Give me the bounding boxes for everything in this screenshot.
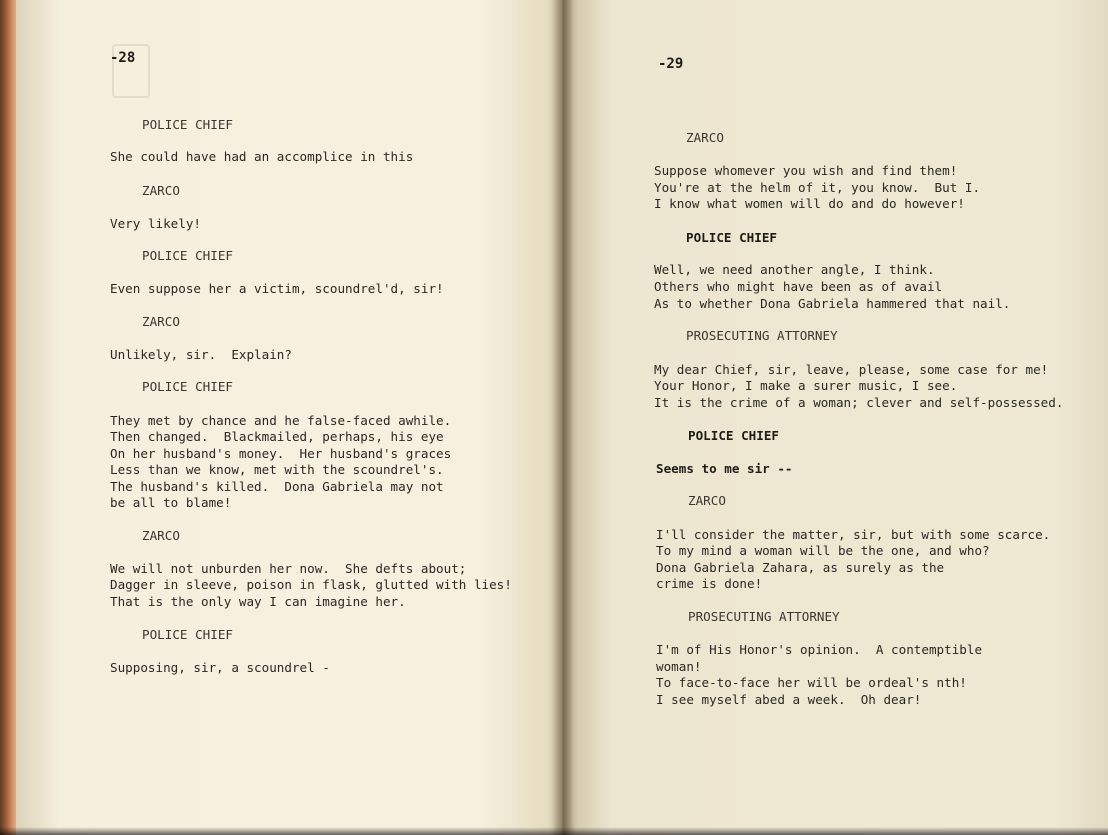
- dialogue-line: That is the only way I can imagine her.: [110, 594, 406, 609]
- speaker-name: POLICE CHIEF: [142, 248, 233, 263]
- speaker-name: ZARCO: [142, 314, 180, 329]
- script-text: [16, 0, 564, 675]
- left-page: [16, 0, 564, 835]
- dialogue-line: To face-to-face her will be ordeal's nth!: [656, 675, 967, 690]
- dialogue-line: Suppose whomever you wish and find them!: [654, 163, 958, 178]
- dialogue-line: My dear Chief, sir, leave, please, some case for me!: [654, 362, 1049, 377]
- dialogue-line: Well, we need another angle, I think.: [654, 262, 935, 277]
- speaker-name: ZARCO: [142, 528, 180, 543]
- dialogue-line: I see myself abed a week. Oh dear!: [656, 692, 922, 707]
- dialogue-line: Dagger in sleeve, poison in flask, glutted with lies!: [110, 577, 512, 592]
- dialogue-line: To my mind a woman will be the one, and who?: [656, 543, 990, 558]
- dialogue-line: Very likely!: [110, 216, 201, 231]
- page-number: -28: [110, 50, 136, 66]
- book-gutter: [552, 0, 574, 835]
- dialogue-line: She could have had an accomplice in this: [110, 149, 414, 164]
- speaker-name: POLICE CHIEF: [142, 379, 233, 394]
- dialogue-line: As to whether Dona Gabriela hammered that nail.: [654, 296, 1011, 311]
- dialogue-line: Supposing, sir, a scoundrel -: [110, 660, 330, 675]
- dialogue-line: You're at the helm of it, you know. But I.: [654, 180, 981, 195]
- speaker-name: ZARCO: [142, 183, 180, 198]
- dialogue-line: I'm of His Honor's opinion. A contemptible: [656, 642, 983, 657]
- speaker-name: POLICE CHIEF: [686, 230, 777, 245]
- dialogue-line: woman!: [656, 659, 702, 674]
- dialogue-line: Then changed. Blackmailed, perhaps, his eye: [110, 429, 444, 444]
- speaker-name: POLICE CHIEF: [142, 627, 233, 642]
- dialogue-line: I know what women will do and do however!: [654, 196, 965, 211]
- dialogue-line: We will not unburden her now. She defts about;: [110, 561, 467, 576]
- speaker-name: POLICE CHIEF: [142, 117, 233, 132]
- speaker-name: ZARCO: [686, 130, 724, 145]
- dialogue-line: Others who might have been as of avail: [654, 279, 943, 294]
- page-number: -29: [658, 56, 684, 72]
- dialogue-line: Less than we know, met with the scoundrel's.: [110, 462, 444, 477]
- right-page: [562, 0, 1108, 835]
- dialogue-line: Unlikely, sir. Explain?: [110, 347, 292, 362]
- dialogue-line: Your Honor, I make a surer music, I see.: [654, 378, 958, 393]
- dialogue-line: be all to blame!: [110, 495, 232, 510]
- dialogue-line: The husband's killed. Dona Gabriela may not: [110, 479, 444, 494]
- bottom-shadow: [0, 827, 1108, 835]
- dialogue-line: On her husband's money. Her husband's graces: [110, 446, 452, 461]
- dialogue-line: crime is done!: [656, 576, 763, 591]
- dialogue-line: Seems to me sir --: [656, 461, 793, 476]
- dialogue-line: I'll consider the matter, sir, but with some scarce.: [656, 527, 1051, 542]
- speaker-name: POLICE CHIEF: [688, 428, 779, 443]
- speaker-name: PROSECUTING ATTORNEY: [686, 328, 838, 343]
- dialogue-line: Even suppose her a victim, scoundrel'd, sir!: [110, 281, 444, 296]
- script-text: [562, 0, 1108, 707]
- speaker-name: PROSECUTING ATTORNEY: [688, 609, 840, 624]
- dialogue-line: It is the crime of a woman; clever and self-possessed.: [654, 395, 1064, 410]
- dialogue-line: Dona Gabriela Zahara, as surely as the: [656, 560, 945, 575]
- speaker-name: ZARCO: [688, 493, 726, 508]
- dialogue-line: They met by chance and he false-faced awhile.: [110, 413, 452, 428]
